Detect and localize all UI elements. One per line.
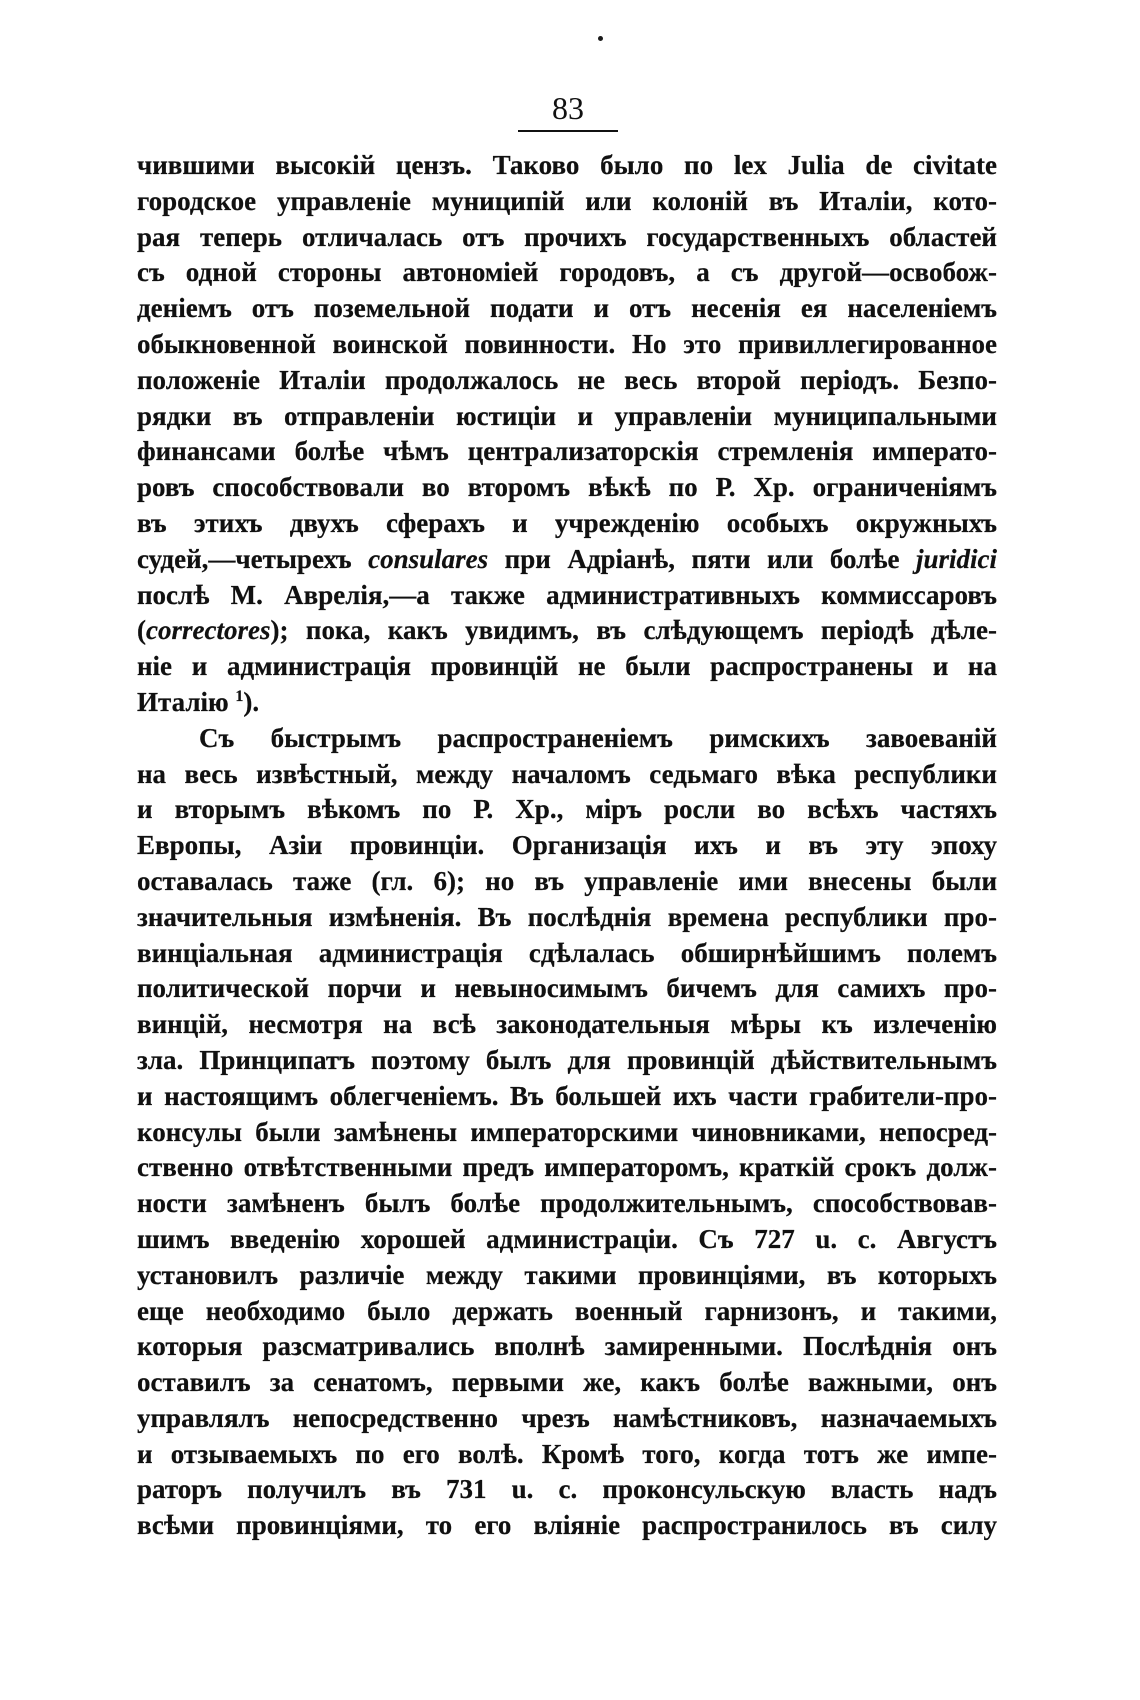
text-line: [137, 1222, 997, 1258]
text-segment: ственно отвѣтственными предъ императоромъ, краткій срокъ долж-: [137, 1152, 997, 1183]
text-segment: которыя разсматривались вполнѣ замиренными. Послѣднія онъ: [137, 1331, 997, 1362]
text-segment: городское управленіе муниципій или колоній въ Италіи, кото-: [137, 185, 997, 216]
text-segment: ); пока, какъ увидимъ, въ слѣдующемъ періодѣ дѣле-: [270, 615, 997, 646]
text-line: [137, 1294, 997, 1330]
text-segment: консулы были замѣнены императорскими чиновниками, непосред-: [137, 1116, 997, 1147]
text-line: [137, 327, 997, 363]
text-line: [137, 399, 997, 435]
text-segment: деніемъ отъ поземельной подати и отъ несенія ея населеніемъ: [137, 293, 997, 324]
text-segment: обыкновенной воинской повинности. Но это привиллегированное: [137, 328, 997, 359]
text-line: [137, 363, 997, 399]
text-line: [137, 721, 997, 757]
italic-term: consulares: [368, 543, 489, 574]
text-line: [137, 936, 997, 972]
text-segment: и вторымъ вѣкомъ по Р. Хр., міръ росли во всѣхъ частяхъ: [137, 794, 997, 825]
text-line: [137, 255, 997, 291]
text-segment: Европы, Азіи провинціи. Организація ихъ и въ эту эпоху: [137, 830, 997, 861]
text-segment: и настоящимъ облегченіемъ. Въ большей ихъ части грабители-про-: [137, 1080, 997, 1111]
text-segment: при Адріанѣ, пяти или болѣе: [488, 543, 916, 574]
text-segment: оставилъ за сенатомъ, первыми же, какъ болѣе важными, онъ: [137, 1367, 997, 1398]
text-segment: оставалась таже (гл. 6); но въ управленіе ими внесены были: [137, 865, 997, 896]
text-segment: финансами болѣе чѣмъ централизаторскія стремленія императо-: [137, 436, 997, 467]
text-segment: ніе и администрація провинцій не были распространены и на: [137, 651, 997, 682]
text-segment: всѣми провинціями, то его вліяніе распространилось въ силу: [137, 1510, 997, 1541]
text-line: [137, 1007, 997, 1043]
text-line: [137, 506, 997, 542]
text-segment: политической порчи и невыносимымъ бичемъ для самихъ про-: [137, 973, 997, 1004]
text-segment: судей,—четырехъ: [137, 543, 369, 574]
page-number: 83: [552, 90, 584, 126]
text-line: [137, 578, 997, 614]
text-line: [137, 1401, 997, 1437]
text-line: [137, 1508, 997, 1544]
page-number-rule: [518, 130, 618, 132]
text-segment: раторъ получилъ въ 731 u. c. проконсульскую власть надъ: [137, 1474, 997, 1505]
text-segment: послѣ М. Аврелія,—а также административныхъ коммиссаровъ: [137, 579, 997, 610]
text-line: [137, 291, 997, 327]
text-line: [137, 1329, 997, 1365]
text-segment: съ одной стороны автономіей городовъ, а съ другой—освобож-: [137, 257, 997, 288]
text-segment: и отзываемыхъ по его волѣ. Кромѣ того, когда тотъ же импе-: [137, 1438, 997, 1469]
text-line: [137, 613, 997, 649]
text-segment: Съ быстрымъ распространеніемъ римскихъ завоеваній: [199, 722, 997, 753]
footnote-marker: 1: [235, 687, 244, 705]
text-segment: управлялъ непосредственно чрезъ намѣстниковъ, назначаемыхъ: [137, 1402, 997, 1433]
text-line: [137, 1150, 997, 1186]
text-line: [137, 828, 997, 864]
text-line: [137, 470, 997, 506]
italic-term: correctores: [146, 615, 271, 646]
body-text: [137, 148, 997, 1544]
text-line: [137, 434, 997, 470]
text-segment: зла. Принципатъ поэтому былъ для провинцій дѣйствительнымъ: [137, 1044, 997, 1075]
text-segment: на весь извѣстный, между началомъ седьмаго вѣка республики: [137, 758, 997, 789]
text-line: [137, 1079, 997, 1115]
text-segment: ровъ способствовали во второмъ вѣкѣ по Р. Хр. ограниченіямъ: [137, 472, 997, 503]
text-line: [137, 1186, 997, 1222]
text-line: [137, 1258, 997, 1294]
text-line: [137, 542, 997, 578]
text-line: [137, 1043, 997, 1079]
ink-speck: [598, 36, 603, 41]
text-line: [137, 792, 997, 828]
text-line: [137, 220, 997, 256]
text-segment: еще необходимо было держать военный гарнизонъ, и такими,: [137, 1295, 997, 1326]
text-segment: шимъ введенію хорошей администраціи. Съ 727 u. c. Августъ: [137, 1223, 997, 1254]
text-segment: ).: [243, 686, 260, 717]
text-line: [137, 900, 997, 936]
text-segment: рая теперь отличалась отъ прочихъ государственныхъ областей: [137, 221, 997, 252]
text-segment: Италію: [137, 686, 236, 717]
text-segment: значительныя измѣненія. Въ послѣднія времена республики про-: [137, 901, 997, 932]
text-line: [137, 971, 997, 1007]
text-segment: винціальная администрація сдѣлалась обширнѣйшимъ полемъ: [137, 937, 997, 968]
text-line: [137, 1472, 997, 1508]
text-line: [137, 1365, 997, 1401]
italic-term: juridici: [915, 543, 997, 574]
text-line: [137, 685, 997, 721]
text-segment: винцій, несмотря на всѣ законодательныя мѣры къ излеченію: [137, 1009, 997, 1040]
text-line: [137, 864, 997, 900]
text-segment: въ этихъ двухъ сферахъ и учрежденію особыхъ окружныхъ: [137, 507, 997, 538]
text-line: [137, 1115, 997, 1151]
text-segment: установилъ различіе между такими провинціями, въ которыхъ: [137, 1259, 997, 1290]
text-segment: (: [137, 615, 146, 646]
text-line: [137, 148, 997, 184]
text-segment: чившими высокій цензъ. Таково было по lex Julia de civitate: [137, 150, 997, 180]
text-line: [137, 649, 997, 685]
text-segment: ности замѣненъ былъ болѣе продолжительнымъ, способствовав-: [137, 1188, 997, 1219]
text-line: [137, 757, 997, 793]
text-segment: рядки въ отправленіи юстиціи и управленіи муниципальными: [137, 400, 997, 431]
text-segment: положеніе Италіи продолжалось не весь второй періодъ. Безпо-: [137, 364, 997, 395]
text-line: [137, 1437, 997, 1473]
text-line: [137, 184, 997, 220]
